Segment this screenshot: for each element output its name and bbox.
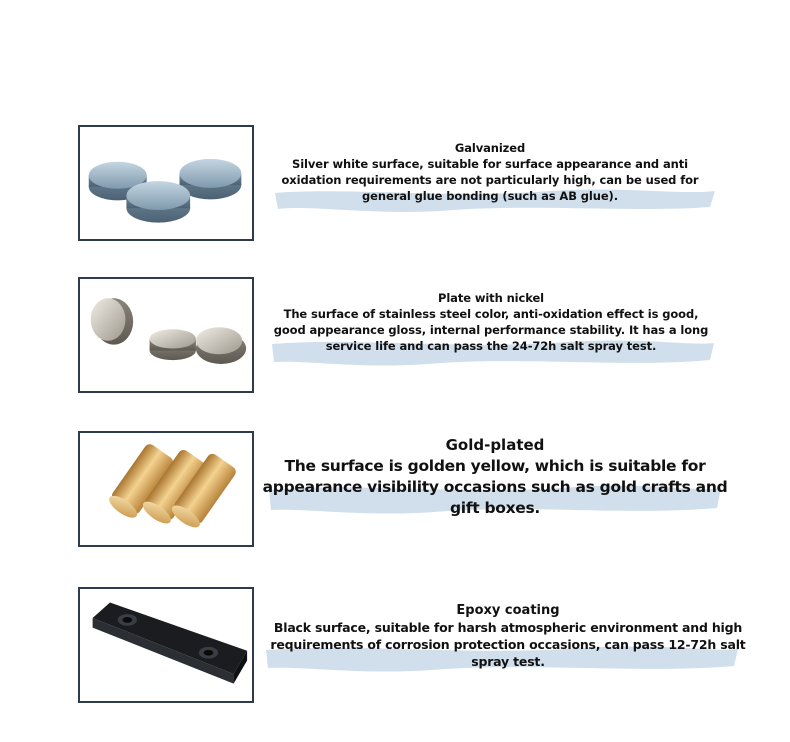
- coating-description: Silver white surface, suitable for surface appearance and anti oxidation requirements are not particularly high, can be used for general glue bonding (such as AB glue).: [281, 157, 699, 203]
- coating-title: Epoxy coating: [456, 603, 560, 618]
- epoxy-magnet-image: [78, 587, 254, 703]
- gold-text-block: [262, 435, 728, 519]
- galvanized-magnet-image: [78, 125, 254, 241]
- nickel-text-block: [268, 290, 714, 354]
- coating-title: Gold-plated: [445, 436, 545, 454]
- galvanized-text-block: [265, 140, 715, 204]
- coating-description: Black surface, suitable for harsh atmospheric environment and high requirements of corrosion protection occasions, can pass 12-72h salt spray test.: [270, 620, 746, 669]
- galvanized-disc-magnets-picture: [80, 127, 252, 239]
- nickel-plated-disc-magnets-picture: [80, 279, 252, 391]
- coating-title: Plate with nickel: [437, 291, 544, 305]
- epoxy-text-block: [262, 602, 754, 670]
- epoxy-coated-bar-magnet-picture: [80, 589, 252, 701]
- gold-magnet-image: [78, 431, 254, 547]
- gold-plated-cylinder-magnets-picture: [80, 433, 252, 545]
- nickel-magnet-image: [78, 277, 254, 393]
- coating-description: The surface is golden yellow, which is suitable for appearance visibility occasions such as gold crafts and gift boxes.: [262, 457, 728, 517]
- coating-title: Galvanized: [454, 141, 526, 155]
- coating-description: The surface of stainless steel color, anti-oxidation effect is good, good appearance gloss, internal performance stability. It has a long service life and can pass the 24-72h salt spray test.: [273, 307, 709, 353]
